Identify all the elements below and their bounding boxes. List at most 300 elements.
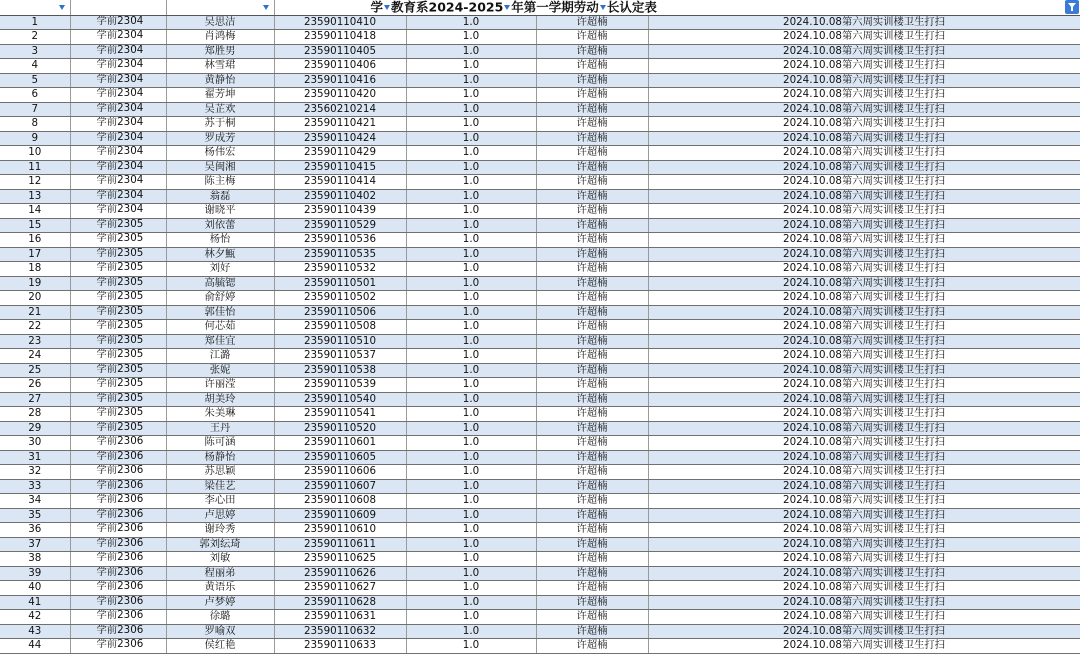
class-name-cell[interactable]: 学前2305 [70,392,166,407]
recorder-cell[interactable]: 许超楠 [536,131,648,146]
hours-cell[interactable]: 1.0 [406,610,536,625]
recorder-cell[interactable]: 许超楠 [536,523,648,538]
activity-cell[interactable]: 2024.10.08第六周实训楼卫生打扫 [648,552,1080,567]
student-id-cell[interactable]: 23590110529 [274,218,406,233]
activity-cell[interactable]: 2024.10.08第六周实训楼卫生打扫 [648,189,1080,204]
recorder-cell[interactable]: 许超楠 [536,30,648,45]
class-name-cell[interactable]: 学前2306 [70,465,166,480]
student-id-cell[interactable]: 23590110415 [274,160,406,175]
row-index-cell[interactable]: 42 [0,610,70,625]
recorder-cell[interactable]: 许超楠 [536,44,648,59]
activity-cell[interactable]: 2024.10.08第六周实训楼卫生打扫 [648,233,1080,248]
recorder-cell[interactable]: 许超楠 [536,160,648,175]
hours-cell[interactable]: 1.0 [406,131,536,146]
class-name-cell[interactable]: 学前2306 [70,523,166,538]
recorder-cell[interactable]: 许超楠 [536,566,648,581]
row-index-cell[interactable]: 26 [0,378,70,393]
row-index-cell[interactable]: 32 [0,465,70,480]
student-name-cell[interactable]: 何芯茹 [166,320,274,335]
student-id-cell[interactable]: 23590110611 [274,537,406,552]
student-name-cell[interactable]: 程丽弟 [166,566,274,581]
row-index-cell[interactable]: 6 [0,88,70,103]
recorder-cell[interactable]: 许超楠 [536,378,648,393]
class-name-cell[interactable]: 学前2304 [70,15,166,30]
hours-cell[interactable]: 1.0 [406,59,536,74]
row-index-cell[interactable]: 7 [0,102,70,117]
row-index-cell[interactable]: 43 [0,624,70,639]
hours-cell[interactable]: 1.0 [406,450,536,465]
activity-cell[interactable]: 2024.10.08第六周实训楼卫生打扫 [648,102,1080,117]
recorder-cell[interactable]: 许超楠 [536,392,648,407]
recorder-cell[interactable]: 许超楠 [536,595,648,610]
row-index-cell[interactable]: 13 [0,189,70,204]
student-id-cell[interactable]: 23590110538 [274,363,406,378]
recorder-cell[interactable]: 许超楠 [536,450,648,465]
class-name-cell[interactable]: 学前2305 [70,218,166,233]
hours-cell[interactable]: 1.0 [406,291,536,306]
class-name-cell[interactable]: 学前2306 [70,581,166,596]
recorder-cell[interactable]: 许超楠 [536,581,648,596]
student-name-cell[interactable]: 郑佳宜 [166,334,274,349]
hours-cell[interactable]: 1.0 [406,262,536,277]
student-id-cell[interactable]: 23590110541 [274,407,406,422]
activity-cell[interactable]: 2024.10.08第六周实训楼卫生打扫 [648,624,1080,639]
row-index-cell[interactable]: 37 [0,537,70,552]
recorder-cell[interactable]: 许超楠 [536,305,648,320]
student-name-cell[interactable]: 徐璐 [166,610,274,625]
hours-cell[interactable]: 1.0 [406,334,536,349]
activity-cell[interactable]: 2024.10.08第六周实训楼卫生打扫 [648,508,1080,523]
recorder-cell[interactable]: 许超楠 [536,73,648,88]
activity-cell[interactable]: 2024.10.08第六周实训楼卫生打扫 [648,59,1080,74]
row-index-cell[interactable]: 29 [0,421,70,436]
activity-cell[interactable]: 2024.10.08第六周实训楼卫生打扫 [648,146,1080,161]
activity-cell[interactable]: 2024.10.08第六周实训楼卫生打扫 [648,378,1080,393]
recorder-cell[interactable]: 许超楠 [536,291,648,306]
row-index-cell[interactable]: 12 [0,175,70,190]
row-index-cell[interactable]: 20 [0,291,70,306]
activity-cell[interactable]: 2024.10.08第六周实训楼卫生打扫 [648,73,1080,88]
class-name-cell[interactable]: 学前2304 [70,189,166,204]
class-name-cell[interactable]: 学前2306 [70,610,166,625]
recorder-cell[interactable]: 许超楠 [536,610,648,625]
class-name-cell[interactable]: 学前2305 [70,320,166,335]
row-index-cell[interactable]: 33 [0,479,70,494]
row-index-cell[interactable]: 21 [0,305,70,320]
row-index-cell[interactable]: 44 [0,639,70,654]
student-name-cell[interactable]: 林雪珺 [166,59,274,74]
recorder-cell[interactable]: 许超楠 [536,102,648,117]
student-id-cell[interactable]: 23590110610 [274,523,406,538]
class-name-cell[interactable]: 学前2306 [70,639,166,654]
activity-cell[interactable]: 2024.10.08第六周实训楼卫生打扫 [648,450,1080,465]
student-name-cell[interactable]: 黄语乐 [166,581,274,596]
filter-dropdown-icon[interactable] [263,5,269,10]
activity-cell[interactable]: 2024.10.08第六周实训楼卫生打扫 [648,247,1080,262]
student-id-cell[interactable]: 23590110405 [274,44,406,59]
hours-cell[interactable]: 1.0 [406,421,536,436]
student-name-cell[interactable]: 杨静怡 [166,450,274,465]
student-id-cell[interactable]: 23590110410 [274,15,406,30]
hours-cell[interactable]: 1.0 [406,102,536,117]
hours-cell[interactable]: 1.0 [406,160,536,175]
hours-cell[interactable]: 1.0 [406,523,536,538]
recorder-cell[interactable]: 许超楠 [536,247,648,262]
row-index-cell[interactable]: 10 [0,146,70,161]
recorder-cell[interactable]: 许超楠 [536,189,648,204]
student-id-cell[interactable]: 23590110402 [274,189,406,204]
student-id-cell[interactable]: 23590110535 [274,247,406,262]
student-id-cell[interactable]: 23590110606 [274,465,406,480]
filter-dropdown-icon[interactable] [384,5,390,10]
row-index-cell[interactable]: 16 [0,233,70,248]
row-index-cell[interactable]: 19 [0,276,70,291]
class-name-cell[interactable]: 学前2305 [70,363,166,378]
hours-cell[interactable]: 1.0 [406,407,536,422]
hours-cell[interactable]: 1.0 [406,639,536,654]
class-name-cell[interactable]: 学前2304 [70,59,166,74]
row-index-cell[interactable]: 28 [0,407,70,422]
student-name-cell[interactable]: 刘敏 [166,552,274,567]
row-index-cell[interactable]: 4 [0,59,70,74]
row-index-cell[interactable]: 8 [0,117,70,132]
row-index-cell[interactable]: 36 [0,523,70,538]
class-name-cell[interactable]: 学前2304 [70,117,166,132]
hours-cell[interactable]: 1.0 [406,479,536,494]
row-index-cell[interactable]: 39 [0,566,70,581]
student-id-cell[interactable]: 23590110540 [274,392,406,407]
activity-cell[interactable]: 2024.10.08第六周实训楼卫生打扫 [648,610,1080,625]
student-id-cell[interactable]: 23560210214 [274,102,406,117]
recorder-cell[interactable]: 许超楠 [536,537,648,552]
hours-cell[interactable]: 1.0 [406,392,536,407]
recorder-cell[interactable]: 许超楠 [536,479,648,494]
hours-cell[interactable]: 1.0 [406,88,536,103]
student-id-cell[interactable]: 23590110608 [274,494,406,509]
recorder-cell[interactable]: 许超楠 [536,508,648,523]
row-index-cell[interactable]: 38 [0,552,70,567]
recorder-cell[interactable]: 许超楠 [536,262,648,277]
row-index-cell[interactable]: 25 [0,363,70,378]
class-name-cell[interactable]: 学前2305 [70,276,166,291]
student-id-cell[interactable]: 23590110424 [274,131,406,146]
recorder-cell[interactable]: 许超楠 [536,276,648,291]
student-name-cell[interactable]: 杨怡 [166,233,274,248]
recorder-cell[interactable]: 许超楠 [536,218,648,233]
class-name-cell[interactable]: 学前2304 [70,175,166,190]
hours-cell[interactable]: 1.0 [406,320,536,335]
hours-cell[interactable]: 1.0 [406,15,536,30]
student-name-cell[interactable]: 李心田 [166,494,274,509]
class-name-cell[interactable]: 学前2306 [70,479,166,494]
student-name-cell[interactable]: 翟芳坤 [166,88,274,103]
recorder-cell[interactable]: 许超楠 [536,349,648,364]
class-name-cell[interactable]: 学前2306 [70,508,166,523]
activity-cell[interactable]: 2024.10.08第六周实训楼卫生打扫 [648,291,1080,306]
student-id-cell[interactable]: 23590110633 [274,639,406,654]
student-id-cell[interactable]: 23590110625 [274,552,406,567]
student-name-cell[interactable]: 刘依蕾 [166,218,274,233]
class-name-cell[interactable]: 学前2306 [70,595,166,610]
hours-cell[interactable]: 1.0 [406,175,536,190]
recorder-cell[interactable]: 许超楠 [536,624,648,639]
class-name-cell[interactable]: 学前2306 [70,494,166,509]
student-id-cell[interactable]: 23590110416 [274,73,406,88]
student-id-cell[interactable]: 23590110510 [274,334,406,349]
student-name-cell[interactable]: 翁磊 [166,189,274,204]
activity-cell[interactable]: 2024.10.08第六周实训楼卫生打扫 [648,320,1080,335]
class-name-cell[interactable]: 学前2304 [70,73,166,88]
hours-cell[interactable]: 1.0 [406,30,536,45]
hours-cell[interactable]: 1.0 [406,349,536,364]
student-name-cell[interactable]: 陈主梅 [166,175,274,190]
student-id-cell[interactable]: 23590110506 [274,305,406,320]
recorder-cell[interactable]: 许超楠 [536,494,648,509]
student-id-cell[interactable]: 23590110532 [274,262,406,277]
recorder-cell[interactable]: 许超楠 [536,552,648,567]
row-index-cell[interactable]: 24 [0,349,70,364]
student-id-cell[interactable]: 23590110631 [274,610,406,625]
activity-cell[interactable]: 2024.10.08第六周实训楼卫生打扫 [648,276,1080,291]
hours-cell[interactable]: 1.0 [406,624,536,639]
student-name-cell[interactable]: 胡美玲 [166,392,274,407]
class-name-cell[interactable]: 学前2305 [70,291,166,306]
class-name-cell[interactable]: 学前2305 [70,334,166,349]
class-name-cell[interactable]: 学前2305 [70,233,166,248]
activity-cell[interactable]: 2024.10.08第六周实训楼卫生打扫 [648,175,1080,190]
hours-cell[interactable]: 1.0 [406,146,536,161]
recorder-cell[interactable]: 许超楠 [536,320,648,335]
row-index-cell[interactable]: 31 [0,450,70,465]
student-id-cell[interactable]: 23590110601 [274,436,406,451]
recorder-cell[interactable]: 许超楠 [536,204,648,219]
student-id-cell[interactable]: 23590110421 [274,117,406,132]
class-name-cell[interactable]: 学前2305 [70,407,166,422]
hours-cell[interactable]: 1.0 [406,305,536,320]
activity-cell[interactable]: 2024.10.08第六周实训楼卫生打扫 [648,566,1080,581]
hours-cell[interactable]: 1.0 [406,363,536,378]
activity-cell[interactable]: 2024.10.08第六周实训楼卫生打扫 [648,465,1080,480]
hours-cell[interactable]: 1.0 [406,537,536,552]
student-name-cell[interactable]: 郑胜男 [166,44,274,59]
hours-cell[interactable]: 1.0 [406,465,536,480]
hours-cell[interactable]: 1.0 [406,494,536,509]
activity-cell[interactable]: 2024.10.08第六周实训楼卫生打扫 [648,160,1080,175]
class-name-cell[interactable]: 学前2304 [70,146,166,161]
hours-cell[interactable]: 1.0 [406,378,536,393]
recorder-cell[interactable]: 许超楠 [536,88,648,103]
recorder-cell[interactable]: 许超楠 [536,175,648,190]
recorder-cell[interactable]: 许超楠 [536,15,648,30]
class-name-cell[interactable]: 学前2304 [70,30,166,45]
row-index-cell[interactable]: 18 [0,262,70,277]
row-index-cell[interactable]: 9 [0,131,70,146]
student-name-cell[interactable]: 卢梦婷 [166,595,274,610]
row-index-cell[interactable]: 17 [0,247,70,262]
student-name-cell[interactable]: 郭刘纭琦 [166,537,274,552]
student-name-cell[interactable]: 吴思洁 [166,15,274,30]
hours-cell[interactable]: 1.0 [406,581,536,596]
activity-cell[interactable]: 2024.10.08第六周实训楼卫生打扫 [648,262,1080,277]
recorder-cell[interactable]: 许超楠 [536,465,648,480]
recorder-cell[interactable]: 许超楠 [536,233,648,248]
student-name-cell[interactable]: 朱美琳 [166,407,274,422]
row-index-cell[interactable]: 15 [0,218,70,233]
recorder-cell[interactable]: 许超楠 [536,407,648,422]
row-index-cell[interactable]: 5 [0,73,70,88]
class-name-cell[interactable]: 学前2304 [70,131,166,146]
student-name-cell[interactable]: 刘好 [166,262,274,277]
activity-cell[interactable]: 2024.10.08第六周实训楼卫生打扫 [648,595,1080,610]
hours-cell[interactable]: 1.0 [406,73,536,88]
activity-cell[interactable]: 2024.10.08第六周实训楼卫生打扫 [648,349,1080,364]
activity-cell[interactable]: 2024.10.08第六周实训楼卫生打扫 [648,117,1080,132]
student-name-cell[interactable]: 王丹 [166,421,274,436]
activity-cell[interactable]: 2024.10.08第六周实训楼卫生打扫 [648,407,1080,422]
row-index-cell[interactable]: 40 [0,581,70,596]
hours-cell[interactable]: 1.0 [406,44,536,59]
hours-cell[interactable]: 1.0 [406,436,536,451]
student-name-cell[interactable]: 吴闽湘 [166,160,274,175]
activity-cell[interactable]: 2024.10.08第六周实训楼卫生打扫 [648,363,1080,378]
row-index-cell[interactable]: 30 [0,436,70,451]
activity-cell[interactable]: 2024.10.08第六周实训楼卫生打扫 [648,131,1080,146]
class-name-cell[interactable]: 学前2304 [70,160,166,175]
row-index-cell[interactable]: 35 [0,508,70,523]
activity-cell[interactable]: 2024.10.08第六周实训楼卫生打扫 [648,88,1080,103]
recorder-cell[interactable]: 许超楠 [536,421,648,436]
student-name-cell[interactable]: 梁佳艺 [166,479,274,494]
student-id-cell[interactable]: 23590110632 [274,624,406,639]
student-id-cell[interactable]: 23590110406 [274,59,406,74]
row-index-cell[interactable]: 27 [0,392,70,407]
recorder-cell[interactable]: 许超楠 [536,117,648,132]
class-name-cell[interactable]: 学前2305 [70,305,166,320]
activity-cell[interactable]: 2024.10.08第六周实训楼卫生打扫 [648,479,1080,494]
class-name-cell[interactable]: 学前2306 [70,436,166,451]
student-name-cell[interactable]: 陈可涵 [166,436,274,451]
hours-cell[interactable]: 1.0 [406,189,536,204]
activity-cell[interactable]: 2024.10.08第六周实训楼卫生打扫 [648,523,1080,538]
student-name-cell[interactable]: 杨伟宏 [166,146,274,161]
activity-cell[interactable]: 2024.10.08第六周实训楼卫生打扫 [648,537,1080,552]
hours-cell[interactable]: 1.0 [406,552,536,567]
hours-cell[interactable]: 1.0 [406,566,536,581]
recorder-cell[interactable]: 许超楠 [536,146,648,161]
hours-cell[interactable]: 1.0 [406,247,536,262]
student-name-cell[interactable]: 江潞 [166,349,274,364]
class-name-cell[interactable]: 学前2306 [70,537,166,552]
row-index-cell[interactable]: 34 [0,494,70,509]
student-id-cell[interactable]: 23590110609 [274,508,406,523]
recorder-cell[interactable]: 许超楠 [536,436,648,451]
filter-dropdown-icon[interactable] [504,5,510,10]
student-id-cell[interactable]: 23590110520 [274,421,406,436]
student-id-cell[interactable]: 23590110628 [274,595,406,610]
student-id-cell[interactable]: 23590110537 [274,349,406,364]
recorder-cell[interactable]: 许超楠 [536,59,648,74]
row-index-cell[interactable]: 3 [0,44,70,59]
student-id-cell[interactable]: 23590110607 [274,479,406,494]
student-name-cell[interactable]: 林夕甒 [166,247,274,262]
recorder-cell[interactable]: 许超楠 [536,363,648,378]
class-name-cell[interactable]: 学前2306 [70,566,166,581]
class-name-cell[interactable]: 学前2304 [70,102,166,117]
hours-cell[interactable]: 1.0 [406,117,536,132]
student-name-cell[interactable]: 张妮 [166,363,274,378]
student-name-cell[interactable]: 俞舒婷 [166,291,274,306]
student-id-cell[interactable]: 23590110605 [274,450,406,465]
class-name-cell[interactable]: 学前2305 [70,262,166,277]
student-name-cell[interactable]: 罗成芳 [166,131,274,146]
hours-cell[interactable]: 1.0 [406,204,536,219]
row-index-cell[interactable]: 23 [0,334,70,349]
student-id-cell[interactable]: 23590110627 [274,581,406,596]
student-name-cell[interactable]: 许丽滢 [166,378,274,393]
hours-cell[interactable]: 1.0 [406,276,536,291]
student-id-cell[interactable]: 23590110539 [274,378,406,393]
class-name-cell[interactable]: 学前2305 [70,378,166,393]
student-name-cell[interactable]: 谢晓平 [166,204,274,219]
student-id-cell[interactable]: 23590110508 [274,320,406,335]
class-name-cell[interactable]: 学前2304 [70,88,166,103]
student-id-cell[interactable]: 23590110414 [274,175,406,190]
student-name-cell[interactable]: 卢思婷 [166,508,274,523]
student-id-cell[interactable]: 23590110418 [274,30,406,45]
student-name-cell[interactable]: 吴芷欢 [166,102,274,117]
student-name-cell[interactable]: 侯红艳 [166,639,274,654]
student-id-cell[interactable]: 23590110420 [274,88,406,103]
student-name-cell[interactable]: 苏思颖 [166,465,274,480]
student-name-cell[interactable]: 罗喻双 [166,624,274,639]
student-name-cell[interactable]: 郭佳怡 [166,305,274,320]
activity-cell[interactable]: 2024.10.08第六周实训楼卫生打扫 [648,421,1080,436]
student-name-cell[interactable]: 肖鸿梅 [166,30,274,45]
activity-cell[interactable]: 2024.10.08第六周实训楼卫生打扫 [648,15,1080,30]
class-name-cell[interactable]: 学前2304 [70,204,166,219]
recorder-cell[interactable]: 许超楠 [536,334,648,349]
class-name-cell[interactable]: 学前2306 [70,624,166,639]
student-id-cell[interactable]: 23590110439 [274,204,406,219]
class-name-cell[interactable]: 学前2306 [70,450,166,465]
row-index-cell[interactable]: 11 [0,160,70,175]
student-name-cell[interactable]: 谢玲秀 [166,523,274,538]
student-id-cell[interactable]: 23590110536 [274,233,406,248]
row-index-cell[interactable]: 1 [0,15,70,30]
activity-cell[interactable]: 2024.10.08第六周实训楼卫生打扫 [648,581,1080,596]
student-id-cell[interactable]: 23590110429 [274,146,406,161]
activity-cell[interactable]: 2024.10.08第六周实训楼卫生打扫 [648,305,1080,320]
class-name-cell[interactable]: 学前2305 [70,247,166,262]
filter-funnel-icon[interactable] [1065,0,1079,14]
activity-cell[interactable]: 2024.10.08第六周实训楼卫生打扫 [648,44,1080,59]
activity-cell[interactable]: 2024.10.08第六周实训楼卫生打扫 [648,392,1080,407]
hours-cell[interactable]: 1.0 [406,595,536,610]
activity-cell[interactable]: 2024.10.08第六周实训楼卫生打扫 [648,639,1080,654]
student-name-cell[interactable]: 苏于桐 [166,117,274,132]
row-index-cell[interactable]: 14 [0,204,70,219]
filter-dropdown-icon[interactable] [600,5,606,10]
row-index-cell[interactable]: 22 [0,320,70,335]
student-name-cell[interactable]: 黄静怡 [166,73,274,88]
activity-cell[interactable]: 2024.10.08第六周实训楼卫生打扫 [648,204,1080,219]
row-index-cell[interactable]: 2 [0,30,70,45]
activity-cell[interactable]: 2024.10.08第六周实训楼卫生打扫 [648,30,1080,45]
activity-cell[interactable]: 2024.10.08第六周实训楼卫生打扫 [648,334,1080,349]
class-name-cell[interactable]: 学前2305 [70,349,166,364]
activity-cell[interactable]: 2024.10.08第六周实训楼卫生打扫 [648,218,1080,233]
student-name-cell[interactable]: 高毓锶 [166,276,274,291]
